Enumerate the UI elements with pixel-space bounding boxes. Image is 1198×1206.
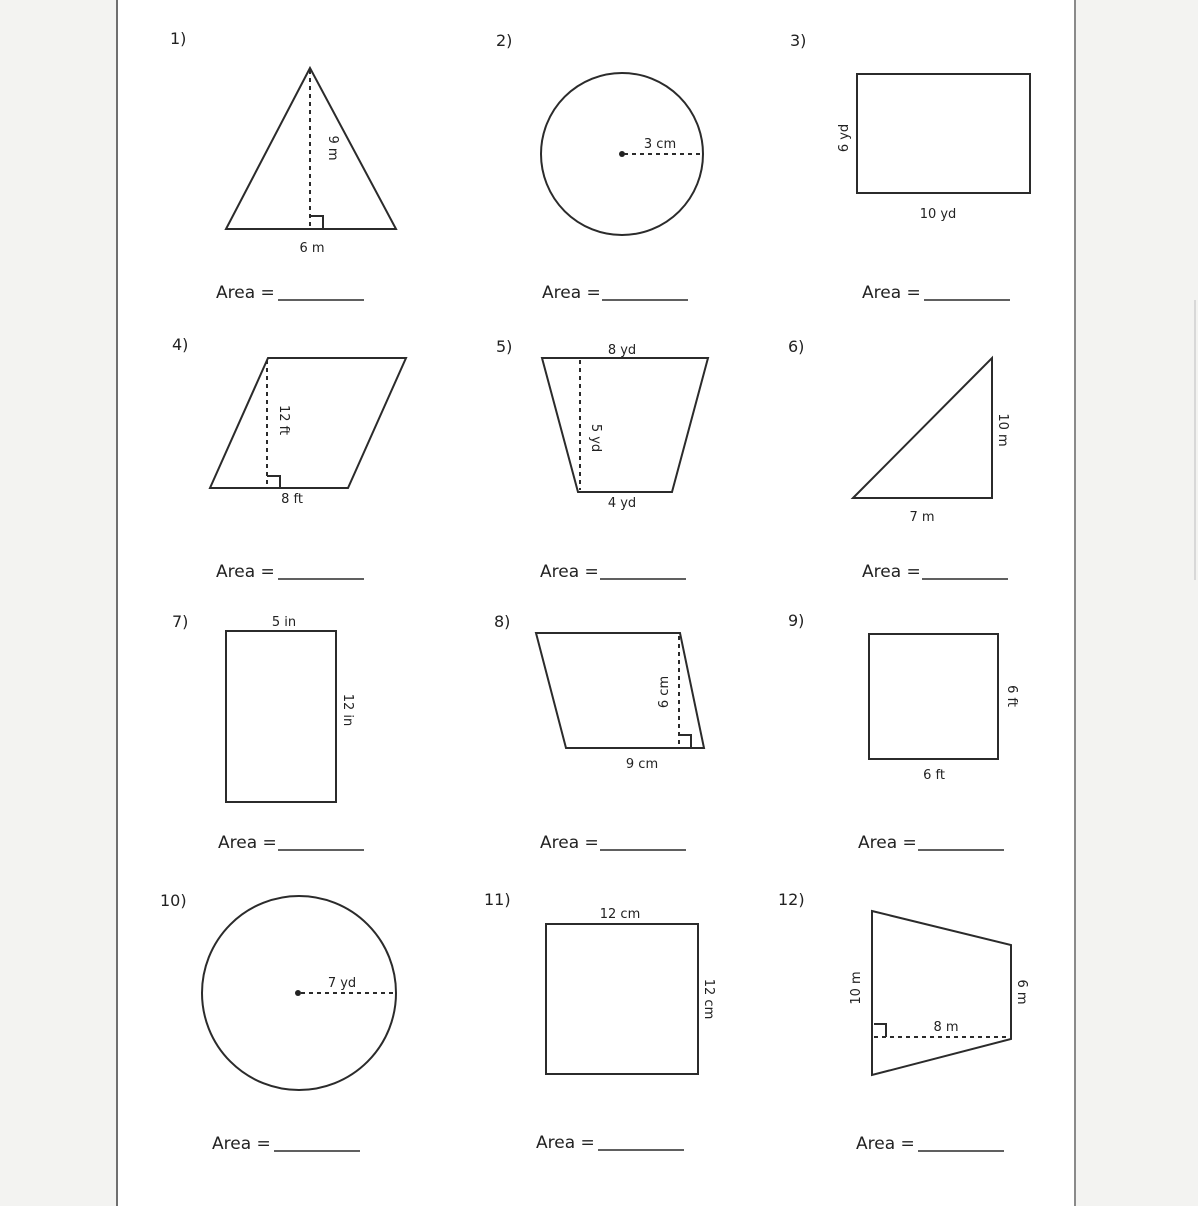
square-shape	[869, 634, 998, 759]
top-base-label: 8 yd	[607, 343, 637, 358]
trapezoid-shape	[542, 358, 708, 492]
center-point	[295, 990, 301, 996]
bottom-base-label: 4 yd	[607, 496, 637, 511]
problem-7	[172, 612, 364, 853]
rectangle-shape	[226, 631, 336, 802]
problem-number: 4)	[172, 335, 189, 354]
problem-6	[788, 337, 1010, 582]
width-label: 6 ft	[923, 768, 945, 783]
problem-number: 3)	[790, 31, 807, 50]
area-label: Area =	[216, 562, 275, 582]
height-label: 6 cm	[657, 675, 672, 709]
height-label: 10 m	[995, 413, 1010, 447]
parallelogram-shape	[536, 633, 704, 748]
area-label: Area =	[856, 1134, 915, 1154]
height-label: 6 yd	[837, 123, 852, 153]
problem-1	[170, 29, 396, 303]
problem-number: 1)	[170, 29, 187, 48]
area-label: Area =	[862, 562, 921, 582]
problem-number: 6)	[788, 337, 805, 356]
problem-8	[494, 612, 704, 853]
problem-5	[496, 337, 708, 582]
height-label: 12 ft	[276, 404, 291, 436]
height-label: 8 m	[933, 1020, 959, 1035]
problem-10	[160, 891, 396, 1154]
area-label: Area =	[540, 833, 599, 853]
problem-number: 7)	[172, 612, 189, 631]
rectangle-shape	[857, 74, 1030, 193]
problem-number: 5)	[496, 337, 513, 356]
right-angle-mark	[310, 216, 323, 228]
triangle-shape	[226, 68, 396, 229]
width-label: 10 yd	[919, 207, 957, 222]
area-label: Area =	[858, 833, 917, 853]
width-label: 5 in	[271, 615, 297, 630]
square-shape	[546, 924, 698, 1074]
base-label: 6 m	[299, 241, 325, 256]
radius-label: 3 cm	[643, 137, 677, 152]
problem-9	[788, 611, 1019, 853]
radius-label: 7 yd	[327, 976, 357, 991]
problem-3	[790, 31, 1030, 303]
parallelogram-shape	[210, 358, 406, 488]
height-label: 12 in	[340, 693, 355, 727]
right-angle-mark	[267, 476, 280, 487]
base-label: 8 ft	[281, 492, 303, 507]
area-label: Area =	[218, 833, 277, 853]
area-label: Area =	[212, 1134, 271, 1154]
width-label: 12 cm	[599, 907, 641, 922]
problem-number: 8)	[494, 612, 511, 631]
height-label: 6 ft	[1004, 685, 1019, 707]
problem-4	[172, 335, 406, 582]
area-label: Area =	[540, 562, 599, 582]
height-label: 9 m	[325, 135, 340, 161]
right-angle-mark	[679, 735, 691, 747]
height-label: 12 cm	[701, 978, 716, 1020]
right-base-label: 6 m	[1014, 979, 1029, 1005]
left-base-label: 10 m	[849, 971, 864, 1005]
problem-number: 12)	[778, 890, 805, 909]
base-label: 7 m	[909, 510, 935, 525]
area-label: Area =	[216, 283, 275, 303]
right-triangle-shape	[853, 358, 992, 498]
base-label: 9 cm	[625, 757, 659, 772]
problem-11	[484, 890, 716, 1153]
trapezoid-shape	[872, 911, 1011, 1075]
area-label: Area =	[536, 1133, 595, 1153]
right-angle-mark	[874, 1024, 886, 1037]
problem-number: 11)	[484, 890, 511, 909]
problem-number: 2)	[496, 31, 513, 50]
area-label: Area =	[862, 283, 921, 303]
area-label: Area =	[542, 283, 601, 303]
problem-12	[778, 890, 1029, 1154]
problem-2	[496, 31, 703, 303]
problem-number: 10)	[160, 891, 187, 910]
problem-number: 9)	[788, 611, 805, 630]
height-label: 5 yd	[588, 423, 603, 453]
